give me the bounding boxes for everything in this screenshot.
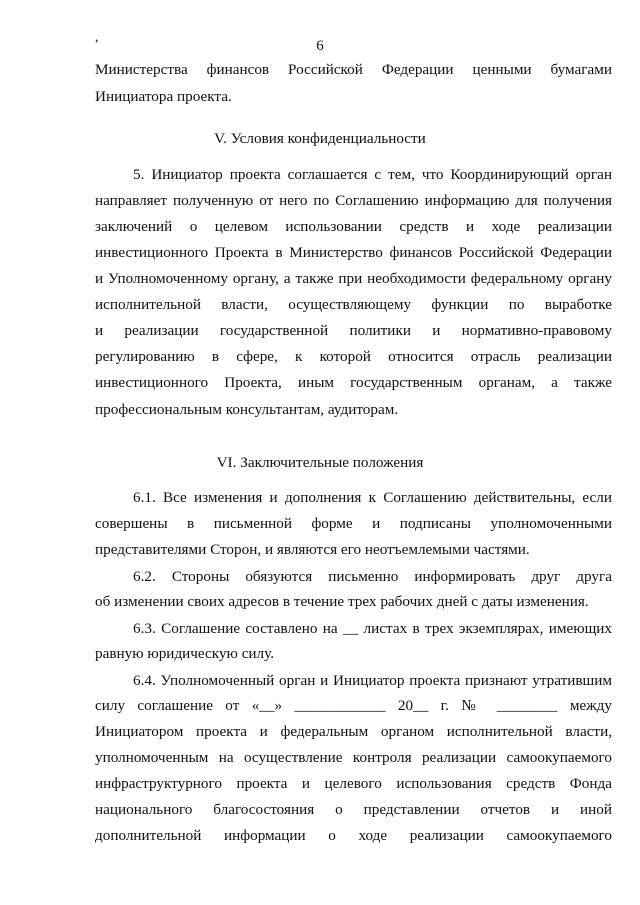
paragraph-first-line: 6.2. Стороны обязуются письменно информировать друг друга <box>133 568 612 585</box>
paragraph-first-line: 5. Инициатор проекта соглашается с тем, что Координирующий орган <box>133 166 612 183</box>
body-line: инвестиционного Проекта в Министерство финансов Российской Федерации <box>95 244 612 261</box>
body-line: инвестиционного Проекта, иным государственным органам, а также <box>95 374 612 391</box>
body-line: Министерства финансов Российской Федерации ценными бумагами <box>95 61 612 78</box>
body-line: и реализации государственной политики и нормативно-правовому <box>95 322 612 339</box>
body-line: инфраструктурного проекта и целевого использования средств Фонда <box>95 775 612 792</box>
body-line: профессиональным консультантам, аудиторам. <box>95 401 399 418</box>
body-line: заключений о целевом использовании средств и ходе реализации <box>95 218 612 235</box>
body-line: национального благосостояния о представлении отчетов и иной <box>95 801 612 818</box>
paragraph-first-line: 6.4. Уполномоченный орган и Инициатор проекта признают утратившим <box>133 672 612 689</box>
body-line: представителями Сторон, и являются его неотъемлемыми частями. <box>95 541 530 558</box>
section-heading-v: V. Условия конфиденциальности <box>214 130 426 147</box>
body-line: исполнительной власти, осуществляющему функции по выработке <box>95 296 612 313</box>
body-line: Инициатора проекта. <box>95 88 232 105</box>
body-line: об изменении своих адресов в течение трех рабочих дней с даты изменения. <box>95 593 589 610</box>
body-line: направляет полученную от него по Соглашению информацию для получения <box>95 192 612 209</box>
body-line: дополнительной информации о ходе реализации самоокупаемого <box>95 827 612 844</box>
body-line: равную юридическую силу. <box>95 645 275 662</box>
body-line: уполномоченным на осуществление контроля реализации самоокупаемого <box>95 749 612 766</box>
body-line: совершены в письменной форме и подписаны уполномоченными <box>95 515 612 532</box>
body-line: регулированию в сфере, к которой относится отрасль реализации <box>95 348 612 365</box>
body-line: Инициатором проекта и федеральным органом исполнительной власти, <box>95 723 612 740</box>
page-number: 6 <box>316 38 324 54</box>
paragraph-first-line: 6.3. Соглашение составлено на __ листах в трех экземплярах, имеющих <box>133 620 612 637</box>
section-heading-vi: VI. Заключительные положения <box>216 454 424 471</box>
body-line: и Уполномоченному органу, а также при необходимости федеральному органу <box>95 270 612 287</box>
body-line: силу соглашение от «__» ____________ 20__ г. № ________ между <box>95 697 612 714</box>
scan-mark: , <box>95 30 99 45</box>
paragraph-first-line: 6.1. Все изменения и дополнения к Соглашению действительны, если <box>133 489 612 506</box>
